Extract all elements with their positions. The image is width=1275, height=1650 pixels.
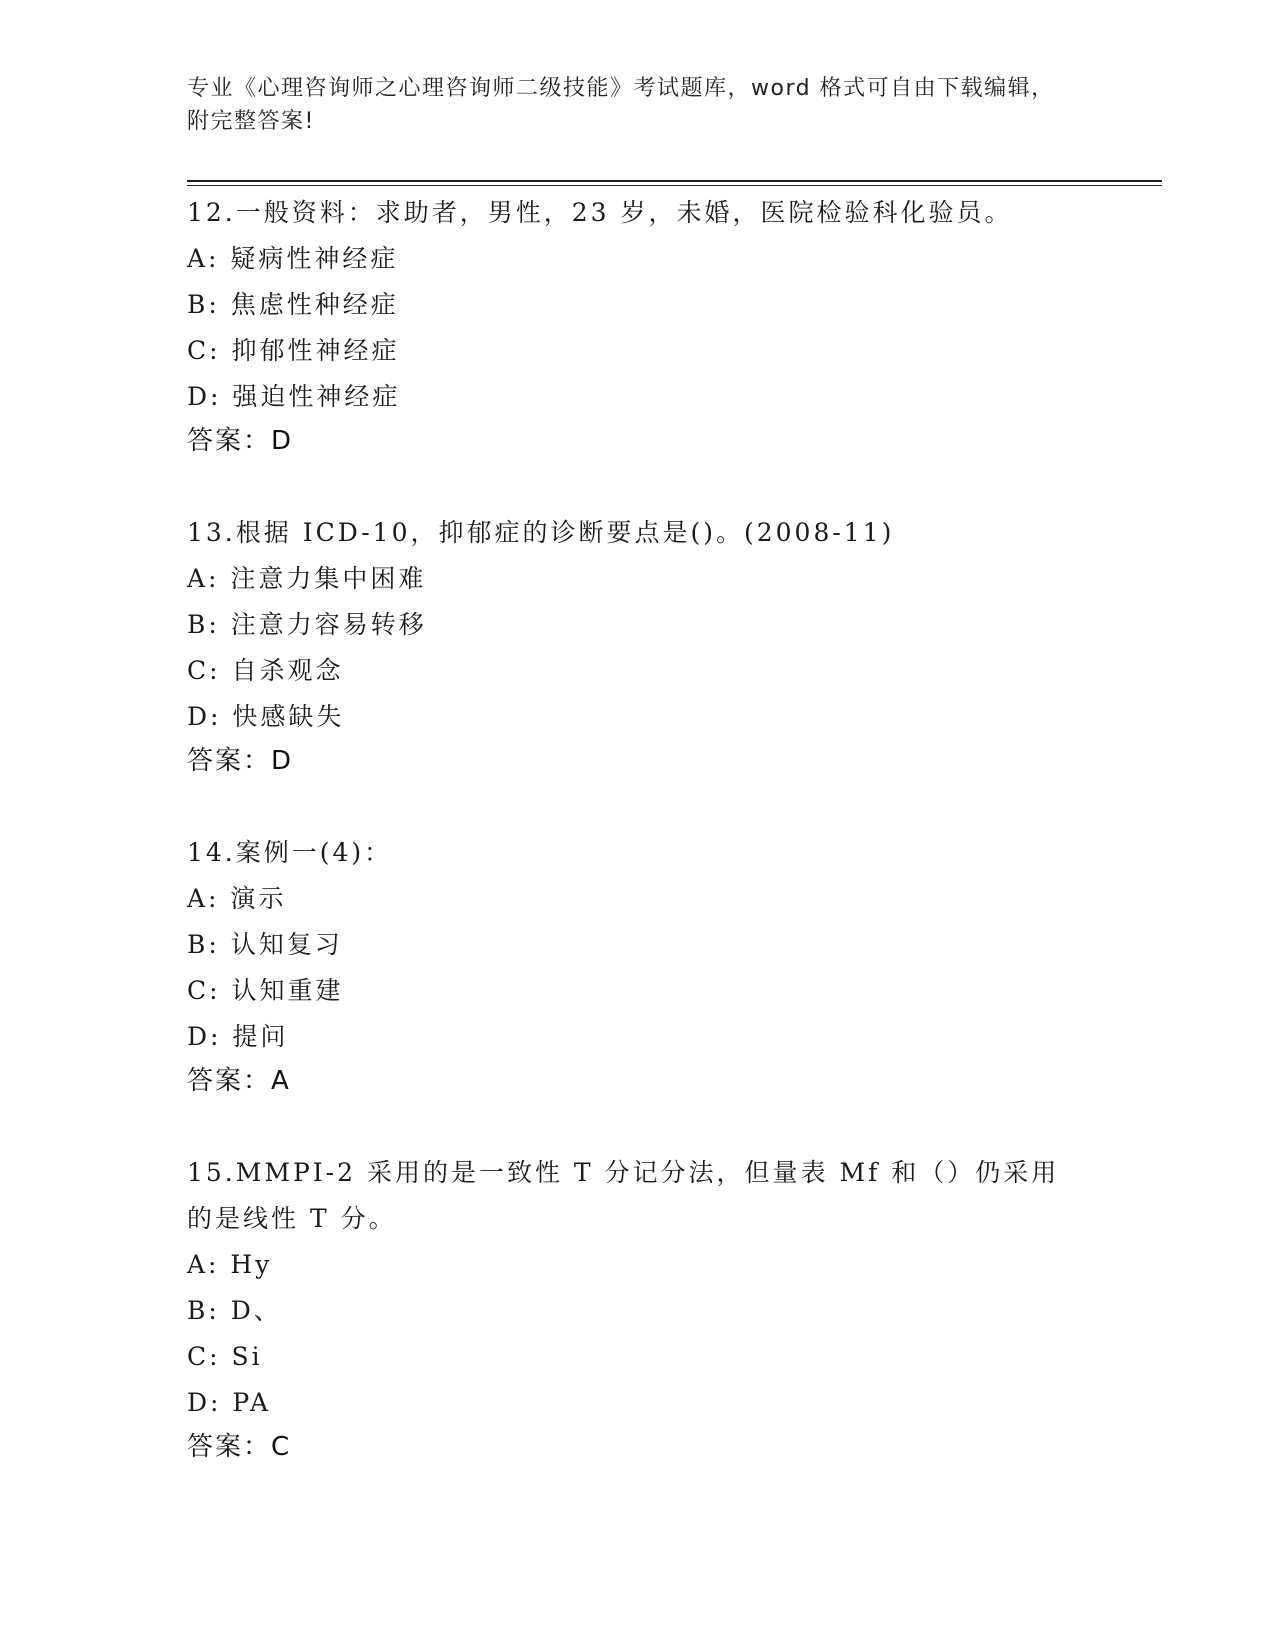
answer-label: 答案：D bbox=[187, 426, 294, 456]
option-d: D: 快感缺失 bbox=[187, 702, 345, 731]
option-d: D: 提问 bbox=[187, 1022, 289, 1051]
answer-label: 答案：A bbox=[187, 1066, 291, 1096]
option-c: C: Si bbox=[187, 1342, 263, 1371]
option-b: B: 认知复习 bbox=[187, 930, 343, 959]
option-c: C: 自杀观念 bbox=[187, 656, 344, 685]
document-header: 专业《心理咨询师之心理咨询师二级技能》考试题库，word 格式可自由下载编辑，附完整答案! bbox=[187, 76, 1055, 134]
option-a: A: Hy bbox=[187, 1250, 273, 1279]
answer-label: 答案：C bbox=[187, 1432, 292, 1462]
question-title: 12.一般资料：求助者，男性，23 岁，未婚，医院检验科化验员。 bbox=[187, 198, 1013, 227]
question-title: 15.MMPI-2 采用的是一致性 T 分记分法，但量表 Mf 和（）仍采用的是线性 T 分。 bbox=[187, 1158, 1060, 1233]
question-list bbox=[187, 190, 1147, 1516]
option-d: D: 强迫性神经症 bbox=[187, 382, 401, 411]
question-15 bbox=[187, 1150, 1147, 1468]
option-b: B: 注意力容易转移 bbox=[187, 610, 427, 639]
header-divider bbox=[187, 180, 1162, 186]
option-c: C: 抑郁性神经症 bbox=[187, 336, 400, 365]
option-b: B: D、 bbox=[187, 1296, 282, 1325]
option-c: C: 认知重建 bbox=[187, 976, 344, 1005]
option-d: D: PA bbox=[187, 1388, 271, 1417]
question-title: 13.根据 ICD-10，抑郁症的诊断要点是()。(2008-11) bbox=[187, 518, 895, 547]
question-12 bbox=[187, 190, 1147, 462]
question-14 bbox=[187, 830, 1147, 1102]
option-a: A: 疑病性神经症 bbox=[187, 244, 399, 273]
option-a: A: 演示 bbox=[187, 884, 287, 913]
answer-label: 答案：D bbox=[187, 746, 294, 776]
question-13 bbox=[187, 510, 1147, 782]
question-title: 14.案例一(4)： bbox=[187, 838, 393, 867]
option-b: B: 焦虑性种经症 bbox=[187, 290, 399, 319]
option-a: A: 注意力集中困难 bbox=[187, 564, 427, 593]
